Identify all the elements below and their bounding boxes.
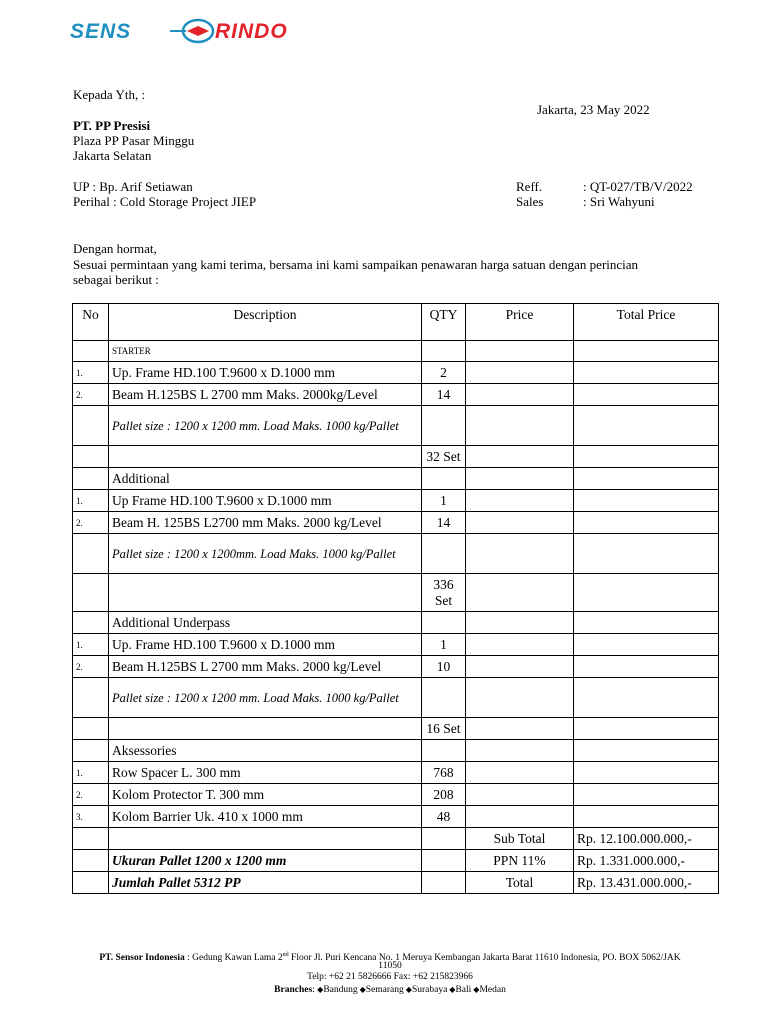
row-qty: 1 <box>422 490 466 512</box>
summary-no <box>73 828 109 850</box>
row-total <box>574 468 719 490</box>
row-price <box>466 656 574 678</box>
summary-row <box>73 828 719 850</box>
footer-branches: Branches: ◆Bandung ◆Semarang ◆Surabaya ◆Bali ◆Medan <box>274 985 506 995</box>
recipient-company: PT. PP Presisi <box>73 118 151 133</box>
row-price <box>466 634 574 656</box>
branch-name: Semarang <box>365 985 404 995</box>
summary-value: Rp. 13.431.000.000,- <box>574 872 719 894</box>
row-description: Additional <box>109 468 422 490</box>
table-row <box>73 656 719 678</box>
header-qty: QTY <box>422 304 466 341</box>
table-row <box>73 762 719 784</box>
row-qty <box>422 341 466 362</box>
summary-qty <box>422 828 466 850</box>
row-description <box>109 446 422 468</box>
row-description <box>109 718 422 740</box>
recipient-address-line2: Jakarta Selatan <box>73 148 152 163</box>
recipient-address-line1: Plaza PP Pasar Minggu <box>73 133 195 148</box>
header-price: Price <box>466 304 574 341</box>
row-description: Aksessories <box>109 740 422 762</box>
sales-label: Sales <box>516 194 544 209</box>
row-price <box>466 784 574 806</box>
row-qty: 768 <box>422 762 466 784</box>
summary-note: Jumlah Pallet 5312 PP <box>109 872 422 894</box>
row-price <box>466 762 574 784</box>
diamond-icon: ◆ <box>403 985 412 994</box>
row-price <box>466 468 574 490</box>
table-row <box>73 740 719 762</box>
row-price <box>466 612 574 634</box>
table-row <box>73 718 719 740</box>
row-total <box>574 740 719 762</box>
row-price <box>466 534 574 574</box>
intro-line-1: Sesuai permintaan yang kami terima, bersama ini kami sampaikan penawaran harga satuan dengan perincian <box>73 257 639 272</box>
row-qty <box>422 406 466 446</box>
row-price <box>466 446 574 468</box>
row-total <box>574 512 719 534</box>
row-price <box>466 406 574 446</box>
branch-name: Bali <box>455 985 472 995</box>
table-row <box>73 446 719 468</box>
row-qty <box>422 612 466 634</box>
table-header-row <box>73 304 719 341</box>
table-row <box>73 468 719 490</box>
row-description: Pallet size : 1200 x 1200 mm. Load Maks. 1000 kg/Pallet <box>109 406 422 446</box>
row-description: Additional Underpass <box>109 612 422 634</box>
row-no <box>73 468 109 490</box>
table-row <box>73 534 719 574</box>
summary-no <box>73 872 109 894</box>
row-price <box>466 718 574 740</box>
table-row <box>73 341 719 362</box>
row-price <box>466 490 574 512</box>
row-description: Beam H. 125BS L2700 mm Maks. 2000 kg/Level <box>109 512 422 534</box>
row-price <box>466 341 574 362</box>
summary-value: Rp. 1.331.000.000,- <box>574 850 719 872</box>
greeting: Dengan hormat, <box>73 241 157 256</box>
row-total <box>574 406 719 446</box>
row-no <box>73 341 109 362</box>
row-total <box>574 574 719 612</box>
summary-qty <box>422 872 466 894</box>
footer-address-b: Floor Jl. Puri Kencana No. 1 Meruya Kembangan Jakarta Barat 11610 Indonesia, PO. BOX 5062/JAK <box>288 953 681 964</box>
footer-telp: Telp: +62 21 5826666 Fax: +62 215823966 <box>307 972 473 982</box>
row-description: Row Spacer L. 300 mm <box>109 762 422 784</box>
diamond-icon: ◆ <box>471 985 480 994</box>
row-total <box>574 446 719 468</box>
row-description: Up Frame HD.100 T.9600 x D.1000 mm <box>109 490 422 512</box>
row-total <box>574 341 719 362</box>
row-price <box>466 678 574 718</box>
summary-row <box>73 872 719 894</box>
branch-list <box>317 985 506 995</box>
svg-text:SENS: SENS <box>70 20 132 43</box>
row-no <box>73 678 109 718</box>
row-price <box>466 512 574 534</box>
sensorindo-logo <box>70 18 322 46</box>
row-no: 2. <box>73 384 109 406</box>
row-no <box>73 406 109 446</box>
row-qty: 336 Set <box>422 574 466 612</box>
diamond-icon: ◆ <box>357 985 366 994</box>
table-row <box>73 678 719 718</box>
row-description: Up. Frame HD.100 T.9600 x D.1000 mm <box>109 634 422 656</box>
branch-name: Bandung <box>323 985 358 995</box>
row-total <box>574 362 719 384</box>
row-total <box>574 612 719 634</box>
summary-qty <box>422 850 466 872</box>
summary-label: PPN 11% <box>466 850 574 872</box>
row-description: Kolom Protector T. 300 mm <box>109 784 422 806</box>
row-qty <box>422 534 466 574</box>
branch-name: Surabaya <box>411 985 448 995</box>
summary-label: Total <box>466 872 574 894</box>
row-qty: 2 <box>422 362 466 384</box>
row-total <box>574 656 719 678</box>
row-no: 2. <box>73 784 109 806</box>
row-description: Up. Frame HD.100 T.9600 x D.1000 mm <box>109 362 422 384</box>
sales-name: : Sri Wahyuni <box>583 194 655 209</box>
header-total-price: Total Price <box>574 304 719 341</box>
subject-line: Perihal : Cold Storage Project JIEP <box>73 194 257 209</box>
summary-no <box>73 850 109 872</box>
row-qty <box>422 740 466 762</box>
table-row <box>73 806 719 828</box>
table-row <box>73 512 719 534</box>
reference-number: : QT-027/TB/V/2022 <box>583 179 693 194</box>
row-price <box>466 362 574 384</box>
row-price <box>466 806 574 828</box>
row-no: 3. <box>73 806 109 828</box>
table-row <box>73 384 719 406</box>
row-qty: 14 <box>422 384 466 406</box>
row-no <box>73 446 109 468</box>
summary-label: Sub Total <box>466 828 574 850</box>
row-price <box>466 740 574 762</box>
row-qty: 32 Set <box>422 446 466 468</box>
row-no <box>73 534 109 574</box>
footer-address-sup: nd <box>282 952 289 958</box>
row-total <box>574 806 719 828</box>
summary-note <box>109 828 422 850</box>
row-no <box>73 612 109 634</box>
row-no: 1. <box>73 762 109 784</box>
summary-value: Rp. 12.100.000.000,- <box>574 828 719 850</box>
row-qty: 208 <box>422 784 466 806</box>
row-qty <box>422 468 466 490</box>
attention-line: UP : Bp. Arif Setiawan <box>73 179 193 194</box>
row-no: 1. <box>73 362 109 384</box>
row-description: Beam H.125BS L 2700 mm Maks. 2000kg/Level <box>109 384 422 406</box>
row-total <box>574 678 719 718</box>
table-row <box>73 634 719 656</box>
diamond-icon: ◆ <box>317 985 324 994</box>
row-qty: 14 <box>422 512 466 534</box>
row-no <box>73 718 109 740</box>
row-description: Beam H.125BS L 2700 mm Maks. 2000 kg/Level <box>109 656 422 678</box>
reference-label: Reff. <box>516 179 543 194</box>
quotation-table <box>72 303 719 894</box>
row-price <box>466 384 574 406</box>
table-row <box>73 784 719 806</box>
row-no: 1. <box>73 490 109 512</box>
header-no: No <box>73 304 109 341</box>
row-total <box>574 784 719 806</box>
row-description: Pallet size : 1200 x 1200mm. Load Maks. 1000 kg/Pallet <box>109 534 422 574</box>
row-description: Kolom Barrier Uk. 410 x 1000 mm <box>109 806 422 828</box>
branches-label: Branches <box>274 985 313 995</box>
row-total <box>574 762 719 784</box>
table-row <box>73 490 719 512</box>
row-no: 1. <box>73 634 109 656</box>
row-no <box>73 574 109 612</box>
table-row <box>73 574 719 612</box>
row-qty: 48 <box>422 806 466 828</box>
row-total <box>574 718 719 740</box>
diamond-icon: ◆ <box>447 985 456 994</box>
row-total <box>574 634 719 656</box>
footer-postcode: 11050 <box>378 961 402 971</box>
svg-text:RINDO: RINDO <box>215 20 288 43</box>
row-description: Pallet size : 1200 x 1200 mm. Load Maks. 1000 kg/Pallet <box>109 678 422 718</box>
recipient-label: Kepada Yth, : <box>73 87 146 102</box>
row-total <box>574 490 719 512</box>
footer-company: PT. Sensor Indonesia <box>99 953 185 964</box>
branch-name: Medan <box>479 985 506 995</box>
footer-address-a: : Gedung Kawan Lama 2 <box>184 953 283 964</box>
summary-note: Ukuran Pallet 1200 x 1200 mm <box>109 850 422 872</box>
row-qty: 16 Set <box>422 718 466 740</box>
table-row <box>73 406 719 446</box>
row-qty: 1 <box>422 634 466 656</box>
table-row <box>73 612 719 634</box>
row-price <box>466 574 574 612</box>
summary-row <box>73 850 719 872</box>
intro-line-2: sebagai berikut : <box>73 272 159 287</box>
row-description: STARTER <box>109 341 422 362</box>
row-total <box>574 384 719 406</box>
row-no <box>73 740 109 762</box>
row-total <box>574 534 719 574</box>
row-no: 2. <box>73 656 109 678</box>
table-row <box>73 362 719 384</box>
row-no: 2. <box>73 512 109 534</box>
letter-date: Jakarta, 23 May 2022 <box>537 102 650 117</box>
row-qty: 10 <box>422 656 466 678</box>
row-qty <box>422 678 466 718</box>
row-description <box>109 574 422 612</box>
header-description: Description <box>109 304 422 341</box>
